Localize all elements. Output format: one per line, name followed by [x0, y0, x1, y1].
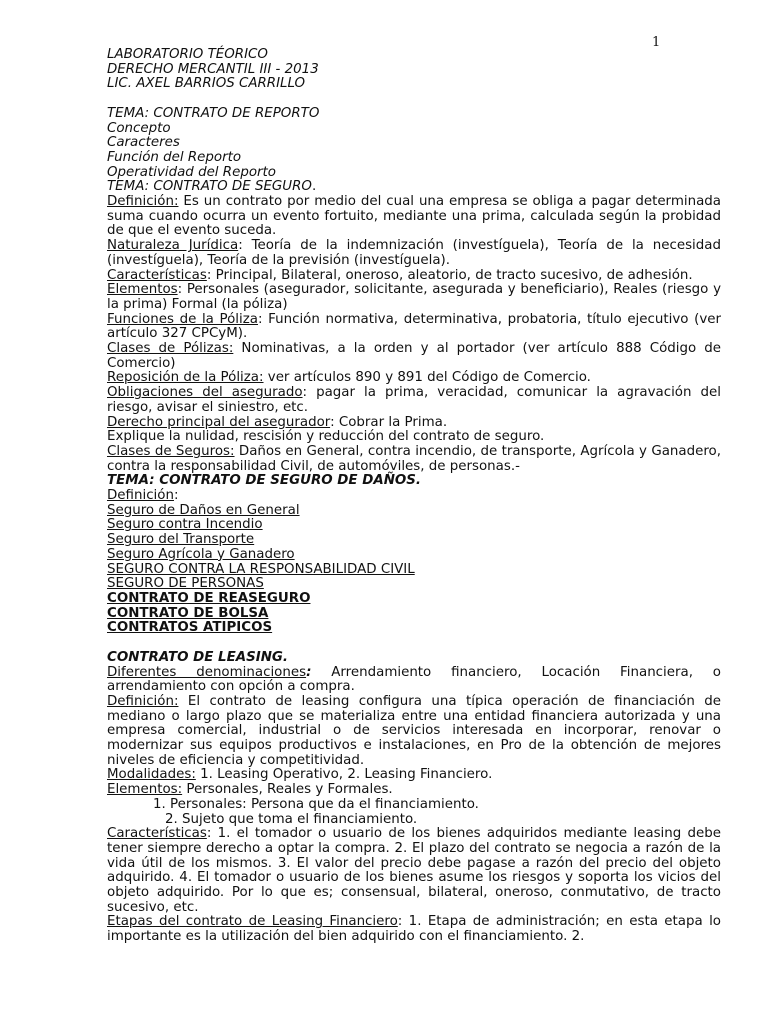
leasing-denominaciones-label: Diferentes denominaciones — [107, 664, 307, 680]
reporto-item: Función del Reporto — [107, 149, 242, 165]
spacer — [107, 636, 721, 651]
reporto-item: Caracteres — [107, 135, 180, 151]
leasing-definicion — [107, 695, 721, 769]
seguro-caracteristicas-label: Características — [107, 267, 207, 283]
danos-item — [107, 577, 721, 592]
page-number: 1 — [652, 35, 661, 50]
seguro-explique: Explique la nulidad, rescisión y reducción del contrato de seguro. — [107, 429, 545, 445]
contract-heading — [107, 621, 721, 636]
seguro-clases-seguros-text: Daños en General, contra incendio, de transporte, Agrícola y Ganadero, contra la responsabilidad Civil, de automóviles, de personas.- — [107, 443, 721, 474]
leasing-denominaciones-colon: : — [306, 664, 312, 680]
contract-heading — [107, 592, 721, 607]
seguro-clases-seguros-label: Clases de Seguros: — [107, 443, 235, 459]
seguro-obligaciones-label: Obligaciones del asegurado — [107, 385, 303, 401]
danos-item-text: Seguro del Transporte — [107, 532, 255, 548]
header-line-course: DERECHO MERCANTIL III - 2013 — [107, 61, 319, 77]
seguro-elementos-label: Elementos — [107, 282, 178, 298]
contract-heading-text: CONTRATO DE REASEGURO — [107, 591, 311, 606]
leasing-denominaciones-text: Arrendamiento financiero, Locación Financiera, o arrendamiento con opción a compra. — [107, 664, 721, 695]
heading-seguro-row — [107, 180, 721, 195]
danos-item-text: Seguro de Daños en General — [107, 502, 300, 518]
seguro-naturaleza-label: Naturaleza Jurídica — [107, 238, 239, 254]
seguro-naturaleza-text: : Teoría de la indemnización (investíguela), Teoría de la necesidad (investíguela), Teoría de la previsión (investíguela). — [107, 238, 721, 268]
heading-reporto: TEMA: CONTRATO DE REPORTO — [107, 105, 320, 121]
seguro-elementos-text: : Personales (asegurador, solicitante, asegurada y beneficiario), Reales (riesgo y la prima) Formal (la póliza) — [107, 282, 721, 312]
heading-seguro-period: . — [311, 179, 317, 195]
seguro-clases-seguros — [107, 445, 721, 474]
seguro-obligaciones-text: : pagar la prima, veracidad, comunicar la agravación del riesgo, avisar el siniestro, etc. — [107, 385, 721, 415]
danos-item-text: Seguro contra Incendio — [107, 517, 263, 533]
danos-definicion — [107, 489, 721, 504]
header-line-course-type: LABORATORIO TÉORICO — [107, 47, 268, 62]
leasing-caracteristicas — [107, 827, 721, 915]
seguro-caracteristicas — [107, 269, 721, 284]
danos-item-text: Seguro Agrícola y Ganadero — [107, 546, 295, 562]
seguro-funciones-label: Funciones de la Póliza — [107, 311, 258, 327]
leasing-modalidades-label: Modalidades: — [107, 767, 196, 783]
seguro-clases-polizas-label: Clases de Pólizas: — [107, 341, 234, 357]
seguro-clases-polizas — [107, 342, 721, 371]
contract-heading-text: CONTRATOS ATIPICOS — [107, 620, 273, 636]
spacer — [107, 92, 721, 107]
seguro-reposicion — [107, 371, 721, 386]
danos-item — [107, 548, 721, 563]
seguro-derecho-label: Derecho principal del asegurador — [107, 414, 331, 430]
seguro-naturaleza — [107, 239, 721, 268]
danos-item — [107, 504, 721, 519]
contract-heading-text: CONTRATO DE BOLSA — [107, 605, 269, 621]
seguro-clases-polizas-text: Nominativas, a la orden y al portador (ver artículo 888 Código de Comercio) — [107, 341, 721, 371]
danos-item-text: SEGURO CONTRA LA RESPONSABILIDAD CIVIL — [107, 561, 415, 577]
danos-definicion-label: Definición — [107, 488, 174, 504]
heading-seguro: TEMA: CONTRATO DE SEGURO — [107, 179, 312, 195]
seguro-derecho-text: : Cobrar la Prima. — [330, 414, 448, 430]
reporto-item: Operatividad del Reporto — [107, 164, 276, 180]
seguro-obligaciones — [107, 386, 721, 415]
danos-definicion-colon: : — [173, 488, 179, 504]
seguro-funciones — [107, 313, 721, 342]
document-body — [107, 48, 721, 945]
seguro-reposicion-text: ver artículos 890 y 891 del Código de Comercio. — [263, 370, 591, 386]
leasing-modalidades — [107, 768, 721, 783]
seguro-definicion-label: Definición: — [107, 194, 179, 210]
danos-item — [107, 563, 721, 578]
leasing-elementos — [107, 783, 721, 798]
leasing-elementos-item: 2. Sujeto que toma el financiamiento. — [165, 811, 418, 827]
danos-item — [107, 533, 721, 548]
reporto-item: Concepto — [107, 120, 171, 136]
leasing-definicion-label: Definición: — [107, 693, 179, 709]
leasing-caracteristicas-label: Características — [107, 826, 207, 842]
leasing-elementos-label: Elementos: — [107, 782, 183, 798]
seguro-reposicion-label: Reposición de la Póliza: — [107, 370, 264, 386]
seguro-definicion-text: Es un contrato por medio del cual una empresa se obliga a pagar determinada suma cuando ocurra un evento fortuito, mediante una prima, calculada según la probidad de que el evento suceda. — [107, 194, 721, 239]
contract-heading — [107, 607, 721, 622]
leasing-definicion-text: El contrato de leasing configura una típica operación de financiación de mediano o largo plazo que se materializa entre una entidad financiera autorizada y una empresa comercial, industrial o de servicios interesada en incorporar, renovar o modernizar sus equipos productivos e instalaciones, en Pro de la obtención de mejores niveles de eficiencia y competitividad. — [107, 693, 721, 768]
leasing-etapas-label: Etapas del contrato de Leasing Financiero — [107, 914, 398, 930]
heading-danos: TEMA: CONTRATO DE SEGURO DE DAÑOS. — [107, 473, 422, 489]
leasing-etapas — [107, 915, 721, 944]
leasing-elementos-text: Personales, Reales y Formales. — [182, 782, 393, 798]
seguro-elementos — [107, 283, 721, 312]
leasing-denominaciones — [107, 666, 721, 695]
seguro-definicion — [107, 195, 721, 239]
leasing-modalidades-text: 1. Leasing Operativo, 2. Leasing Financiero. — [195, 767, 493, 783]
leasing-caracteristicas-text: : 1. el tomador o usuario de los bienes adquiridos mediante leasing debe tener siempre derecho a optar la compra. 2. El plazo del contrato se negocia a razón de la vida útil de los mismos. 3. El valor del precio debe pagase a razón del precio del objeto adquirido. 4. El tomador o usuario de los bienes asume los riesgos y soporta los vicios del objeto adquirido. Por lo que es; consensual, bilateral, oneroso, conmutativo, de tracto sucesivo, etc. — [107, 826, 721, 915]
seguro-caracteristicas-text: : Principal, Bilateral, oneroso, aleatorio, de tracto sucesivo, de adhesión. — [206, 267, 693, 283]
danos-item-text: SEGURO DE PERSONAS — [107, 576, 264, 592]
header-line-teacher: LIC. AXEL BARRIOS CARRILLO — [107, 76, 306, 92]
heading-leasing: CONTRATO DE LEASING. — [107, 649, 289, 665]
leasing-elementos-item: 1. Personales: Persona que da el financiamiento. — [153, 796, 479, 812]
seguro-funciones-text: : Función normativa, determinativa, probatoria, título ejecutivo (ver artículo 327 CPCyM). — [107, 311, 721, 342]
leasing-etapas-text: : 1. Etapa de administración; en esta etapa lo importante es la utilización del bien adquirido con el financiamiento. 2. — [107, 914, 721, 945]
danos-item — [107, 518, 721, 533]
